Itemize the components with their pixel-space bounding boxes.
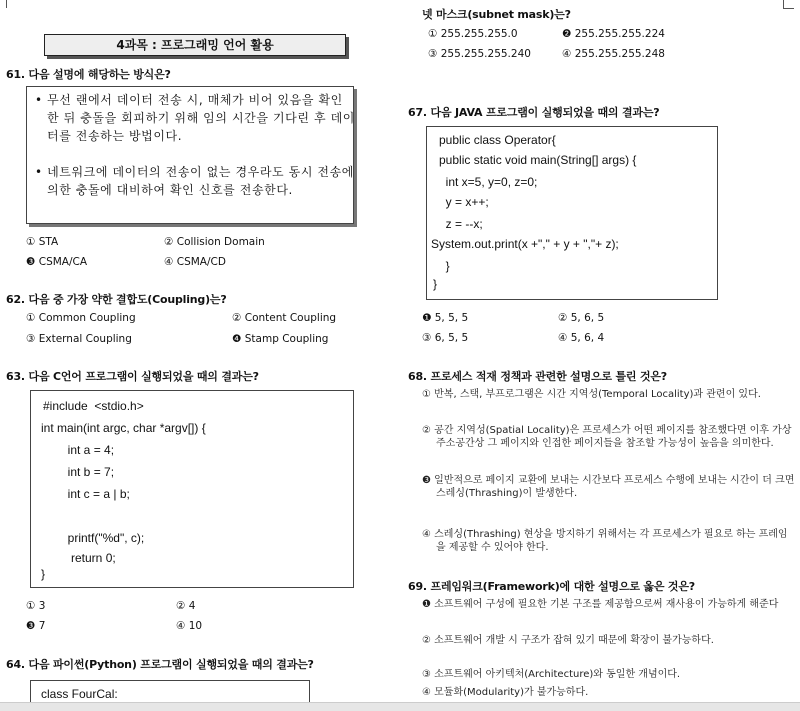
q68-option-1: ① 반복, 스택, 부프로그램은 시간 지역성(Temporal Locality)과 관련이 있다. xyxy=(422,389,761,400)
q62-option-3: ③ External Coupling xyxy=(26,333,132,345)
q67-option-3: ③ 6, 5, 5 xyxy=(422,332,469,344)
q63-code-line-1: #include <stdio.h> xyxy=(43,399,144,413)
q64-question: 64. 다음 파이썬(Python) 프로그램이 실행되었을 때의 결과는? xyxy=(6,658,314,671)
q67-question: 67. 다음 JAVA 프로그램이 실행되었을 때의 결과는? xyxy=(408,106,660,119)
q62-question: 62. 다음 중 가장 약한 결합도(Coupling)는? xyxy=(6,293,227,306)
q61-bullet-2: • 네트워크에 데이터의 전송이 없는 경우라도 동시 전송에 의한 충돌에 대비하여 확인 신호를 전송한다. xyxy=(35,165,354,197)
q67-code-line-5: z = --x; xyxy=(439,217,483,231)
q66-question-tail: 넷 마스크(subnet mask)는? xyxy=(422,8,571,21)
q66-option-2: ❷ 255.255.255.224 xyxy=(562,28,665,40)
q66-option-1: ① 255.255.255.0 xyxy=(428,28,518,40)
q62-option-2: ② Content Coupling xyxy=(232,312,337,324)
q68-option-2: ② 공간 지역성(Spatial Locality)은 프로세스가 어떤 페이지를 참조했다면 이후 가상주소공간상 그 페이지와 인접한 페이지들을 참조할 가능성이 높음을 의미한다. xyxy=(422,425,792,449)
q61-option-1: ① STA xyxy=(26,236,59,248)
q68-option-3: ❸ 일반적으로 페이지 교환에 보내는 시간보다 프로세스 수행에 보내는 시간이 더 크면 스레싱(Thrashing)이 발생한다. xyxy=(422,475,795,499)
q63-code-line-5: int c = a | b; xyxy=(41,487,130,501)
q63-code-line-3: int a = 4; xyxy=(41,443,115,457)
q66-option-3: ③ 255.255.255.240 xyxy=(428,48,531,60)
q69-question: 69. 프레임워크(Framework)에 대한 설명으로 옳은 것은? xyxy=(408,580,695,593)
q67-code-line-4: y = x++; xyxy=(439,195,489,209)
q63-code-line-9: } xyxy=(41,567,46,581)
q67-code-box xyxy=(426,126,718,300)
q63-code-line-7: printf("%d", c); xyxy=(41,531,145,545)
q63-option-4: ④ 10 xyxy=(176,620,203,632)
q66-option-4: ④ 255.255.255.248 xyxy=(562,48,665,60)
q67-code-line-1: public class Operator{ xyxy=(439,133,556,147)
q69-option-2: ② 소프트웨어 개발 시 구조가 잡혀 있기 때문에 확장이 불가능하다. xyxy=(422,635,714,646)
q63-question: 63. 다음 C언어 프로그램이 실행되었을 때의 결과는? xyxy=(6,370,259,383)
q69-option-1: ❶ 소프트웨어 구성에 필요한 기본 구조를 제공함으로써 재사용이 가능하게 해준다 xyxy=(422,599,779,610)
crop-mark-left xyxy=(6,0,7,8)
q67-code-line-8: } xyxy=(433,277,438,291)
q67-option-4: ④ 5, 6, 4 xyxy=(558,332,605,344)
q67-option-1: ❶ 5, 5, 5 xyxy=(422,312,469,324)
q67-code-line-2: public static void main(String[] args) { xyxy=(439,153,637,167)
q63-option-2: ② 4 xyxy=(176,600,196,612)
q67-option-2: ② 5, 6, 5 xyxy=(558,312,605,324)
q61-option-3: ❸ CSMA/CA xyxy=(26,256,88,268)
crop-mark-right xyxy=(783,0,794,9)
q63-code-line-2: int main(int argc, char *argv[]) { xyxy=(41,421,206,435)
q63-option-3: ❸ 7 xyxy=(26,620,46,632)
q63-option-1: ① 3 xyxy=(26,600,46,612)
q67-code-line-7: } xyxy=(439,259,450,273)
q63-code-box xyxy=(30,390,354,588)
q61-question: 61. 다음 설명에 해당하는 방식은? xyxy=(6,68,171,81)
q61-bullet-1: • 무선 랜에서 데이터 전송 시, 매체가 비어 있음을 확인한 뒤 충돌을 회피하기 위해 임의 시간을 기다린 후 데이터를 전송하는 방법이다. xyxy=(35,93,355,143)
q69-option-3: ③ 소프트웨어 아키텍처(Architecture)와 동일한 개념이다. xyxy=(422,669,681,680)
q61-option-4: ④ CSMA/CD xyxy=(164,256,226,268)
q64-code-line-1: class FourCal: xyxy=(41,687,118,701)
q68-option-4: ④ 스레싱(Thrashing) 현상을 방지하기 위해서는 각 프로세스가 필요로 하는 프레임을 제공할 수 있어야 한다. xyxy=(422,529,788,553)
q62-option-1: ① Common Coupling xyxy=(26,312,136,324)
q67-code-line-3: int x=5, y=0, z=0; xyxy=(439,175,538,189)
q62-option-4: ❹ Stamp Coupling xyxy=(232,333,329,345)
q67-code-line-6: System.out.print(x +"," + y + ","+ z); xyxy=(431,237,619,251)
subject-title: 4과목 : 프로그래밍 언어 활용 xyxy=(44,34,346,56)
q61-option-2: ② Collision Domain xyxy=(164,236,265,248)
q68-question: 68. 프로세스 적재 정책과 관련한 설명으로 틀린 것은? xyxy=(408,370,667,383)
q63-code-line-4: int b = 7; xyxy=(41,465,115,479)
q69-option-4: ④ 모듈화(Modularity)가 불가능하다. xyxy=(422,687,589,698)
q61-box xyxy=(26,86,354,224)
q63-code-line-8: return 0; xyxy=(41,551,116,565)
